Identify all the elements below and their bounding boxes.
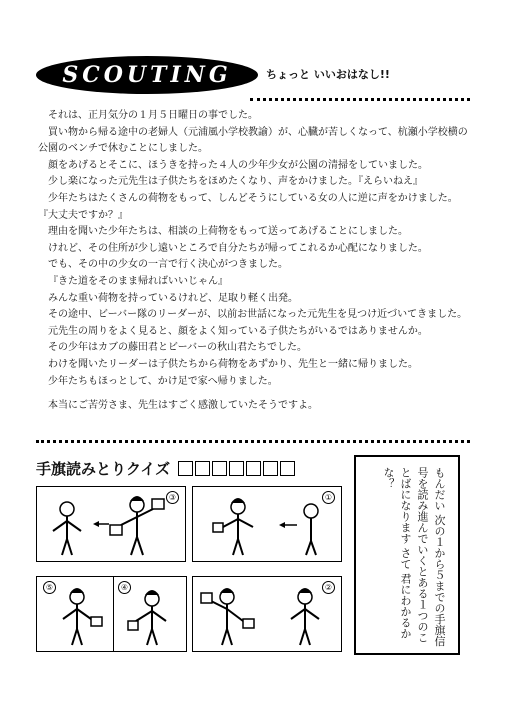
answer-box[interactable]	[229, 461, 244, 476]
answer-box[interactable]	[246, 461, 261, 476]
semaphore-figure	[193, 487, 341, 561]
story-paragraph: その少年はカブの藤田君とビーバーの秋山君たちでした。	[48, 342, 307, 354]
story-paragraph: けれど、その住所が少し遠いところで自分たちが帰ってこれるか心配になりました。	[48, 242, 428, 254]
answer-box[interactable]	[263, 461, 278, 476]
panel-number: ③	[166, 491, 179, 504]
story-paragraph: 顔をあげるとそこに、ほうきを持った４人の少年少女が公園の清掃をしていました。	[48, 159, 428, 171]
answer-box[interactable]	[178, 461, 193, 476]
semaphore-panel	[192, 486, 342, 562]
divider-top	[250, 98, 470, 101]
story-paragraph: 少し楽になった元先生は子供たちをほめたくなり、声をかけました。『えらいねえ』	[48, 176, 423, 188]
quiz-title-text: 手旗読みとりクイズ	[36, 460, 171, 478]
question-box	[354, 455, 460, 655]
answer-box[interactable]	[212, 461, 227, 476]
story-paragraph: でも、その中の少女の一言で行く決心がつきました。	[48, 259, 288, 271]
story-paragraph: 元先生の周りをよく見ると、顔をよく知っている子供たちがいるではありませんか。	[48, 325, 428, 337]
story-paragraph: 『きた道をそのまま帰ればいいじゃん』	[48, 275, 228, 287]
divider-bottom	[36, 440, 470, 443]
story-paragraph: その途中、ビーバー隊のリーダーが、以前お世話になった元先生を見つけ近づいてきました。	[48, 309, 468, 321]
subtitle: ちょっと いいおはなし!!	[266, 68, 390, 81]
semaphore-panel	[113, 576, 187, 652]
story-paragraph: 少年たちもほっとして、かけ足で家へ帰りました。	[48, 375, 278, 387]
semaphore-figure	[193, 577, 341, 651]
quiz-title	[36, 458, 297, 479]
answer-boxes	[178, 461, 297, 476]
answer-box[interactable]	[195, 461, 210, 476]
story-paragraph: それは、正月気分の１月５日曜日の事でした。	[48, 110, 258, 121]
panel-number: ①	[322, 491, 335, 504]
panel-number: ②	[322, 581, 335, 594]
semaphore-figure	[37, 487, 185, 561]
story-body	[38, 108, 470, 415]
semaphore-panel	[36, 486, 186, 562]
story-paragraph: 少年たちはたくさんの荷物をもって、しんどそうにしている女の人に逆に声をかけました。『大丈夫ですか？』	[38, 192, 458, 221]
question-text: もんだい 次の１から５までの手旗信号を読み進んでいくとある１つのことばになります さて 君にわかるかな？	[382, 467, 446, 647]
logo-text: SCOUTING	[62, 62, 232, 88]
story-paragraph: わけを聞いたリーダーは子供たちから荷物をあずかり、先生と一緒に帰りました。	[48, 358, 418, 370]
story-paragraph: みんな重い荷物を持っているけれど、足取り軽く出発。	[48, 292, 298, 304]
semaphore-panel	[192, 576, 342, 652]
story-paragraph: 理由を聞いた少年たちは、相談の上荷物をもって送ってあげることにしました。	[48, 226, 408, 238]
story-closing: 本当にご苦労さま、先生はすごく感激していたそうですよ。	[48, 400, 318, 412]
panel-number: ④	[118, 581, 131, 594]
answer-box[interactable]	[280, 461, 295, 476]
panel-number: ⑤	[43, 581, 56, 594]
scouting-logo	[36, 56, 258, 94]
story-paragraph: 買い物から帰る途中の老婦人（元浦風小学校教諭）が、心臓が苦しくなって、杭瀬小学校横の公園のベンチで休むことにしました。	[38, 126, 468, 155]
